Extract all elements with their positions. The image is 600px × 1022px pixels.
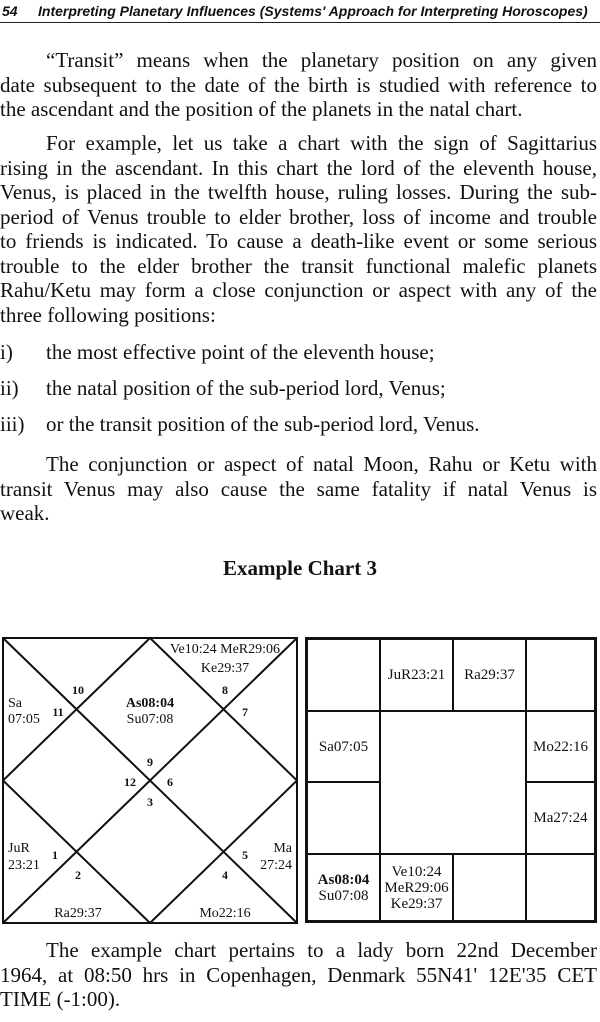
house-number: 9 xyxy=(147,755,153,769)
paragraph-birth-details xyxy=(0,938,597,1012)
text-line: rising in the ascendant. In this chart the lord of the eleventh house, xyxy=(0,155,597,180)
planet-ketu: Ke29:37 xyxy=(390,895,443,912)
chart-cell xyxy=(307,782,380,854)
planet-saturn-degree: 07:05 xyxy=(8,712,40,727)
list-text: the natal position of the sub-period lord, Venus; xyxy=(46,376,446,400)
chart-cell xyxy=(380,854,453,921)
text-line: weak. xyxy=(0,501,50,525)
paragraph-example xyxy=(0,131,597,327)
planet-mars-degree: 27:24 xyxy=(260,858,292,873)
text-line: The example chart pertains to a lady born 22nd December xyxy=(46,938,597,962)
planet-jupiter-degree: 23:21 xyxy=(8,858,40,873)
list-text: or the transit position of the sub-period lord, Venus. xyxy=(46,412,480,436)
house-number: 11 xyxy=(52,705,64,719)
house-number: 12 xyxy=(124,775,136,789)
list-marker: ii) xyxy=(0,376,19,400)
ascendant: As08:04 xyxy=(125,696,175,711)
house-number: 3 xyxy=(147,795,153,809)
planet-sun: Su07:08 xyxy=(126,712,174,727)
chart-cell xyxy=(307,711,380,782)
north-indian-chart xyxy=(2,637,298,924)
house-number: 4 xyxy=(222,868,228,882)
chart-cell xyxy=(453,854,526,921)
chart-cell xyxy=(526,711,595,782)
planet-sun: Su07:08 xyxy=(318,887,369,904)
text-line: The conjunction or aspect of natal Moon, Rahu or Ketu with xyxy=(46,452,597,476)
text-line: to friends is indicated. To cause a death-like event or some serious xyxy=(0,229,597,253)
text-line: For example, let us take a chart with the sign of Sagittarius xyxy=(46,131,597,155)
running-title: Interpreting Planetary Influences (Systems' Approach for Interpreting Horoscopes) xyxy=(38,3,588,19)
planet-saturn: Sa xyxy=(8,696,22,711)
chart-cell xyxy=(526,782,595,854)
house-number: 1 xyxy=(52,848,58,862)
chart-heading: Example Chart 3 xyxy=(223,556,377,580)
list-marker: i) xyxy=(0,340,13,364)
text-line: three following positions: xyxy=(0,302,216,327)
page-number: 54 xyxy=(2,3,18,19)
text-line: 1964, at 08:50 hrs in Copenhagen, Denmark 55N41' 12E'35 CET xyxy=(0,962,597,987)
chart-cell xyxy=(307,639,380,711)
list-text: the most effective point of the eleventh house; xyxy=(46,340,435,364)
planet-mercury: MeR29:06 xyxy=(384,879,449,896)
planet-mars: Ma27:24 xyxy=(533,810,588,826)
text-line: the ascendant and the position of the planets in the natal chart. xyxy=(0,97,523,121)
house-number: 6 xyxy=(167,775,173,789)
planet-rahu: Ra29:37 xyxy=(464,667,515,683)
planets-house-8: Ke29:37 xyxy=(200,661,250,676)
planet-jupiter: JuR xyxy=(8,841,30,856)
planet-moon: Mo22:16 xyxy=(532,738,588,755)
house-number: 7 xyxy=(242,705,248,719)
text-line: TIME (-1:00). xyxy=(0,987,121,1011)
planet-jupiter: JuR23:21 xyxy=(387,667,446,683)
planet-rahu: Ra29:37 xyxy=(54,906,102,921)
paragraph-transit xyxy=(0,48,597,122)
chart-center xyxy=(380,711,526,854)
text-line: Venus, is placed in the twelfth house, ruling losses. During the sub- xyxy=(0,180,597,204)
text-line: transit Venus may also cause the same fatality if natal Venus is xyxy=(0,476,597,501)
text-line: Rahu/Ketu may form a close conjunction or aspect with any of the xyxy=(0,278,597,302)
chart-cell xyxy=(526,854,595,921)
chart-cell xyxy=(526,639,595,711)
text-line: trouble to the elder brother the transit functional malefic planets xyxy=(0,253,597,278)
chart-cell xyxy=(380,639,453,711)
running-header xyxy=(0,0,600,23)
house-number: 10 xyxy=(72,683,84,697)
ascendant: As08:04 xyxy=(317,871,370,888)
list-marker: iii) xyxy=(0,412,25,436)
house-number: 2 xyxy=(75,868,81,882)
paragraph-conjunction xyxy=(0,452,597,526)
south-indian-chart xyxy=(305,637,597,923)
text-line: “Transit” means when the planetary position on any given xyxy=(46,48,597,72)
text-line: period of Venus trouble to elder brother, loss of income and trouble xyxy=(0,204,597,229)
planets-house-8: Ve10:24 MeR29:06 xyxy=(169,642,281,657)
planet-moon: Mo22:16 xyxy=(199,906,251,921)
house-number: 8 xyxy=(222,683,228,697)
text-line: date subsequent to the date of the birth is studied with reference to xyxy=(0,72,597,97)
chart-cell xyxy=(453,639,526,711)
planet-mars: Ma xyxy=(273,841,292,856)
chart-cell xyxy=(307,854,380,921)
planet-venus: Ve10:24 xyxy=(391,863,442,880)
planet-saturn: Sa07:05 xyxy=(318,738,369,755)
house-number: 5 xyxy=(242,848,248,862)
